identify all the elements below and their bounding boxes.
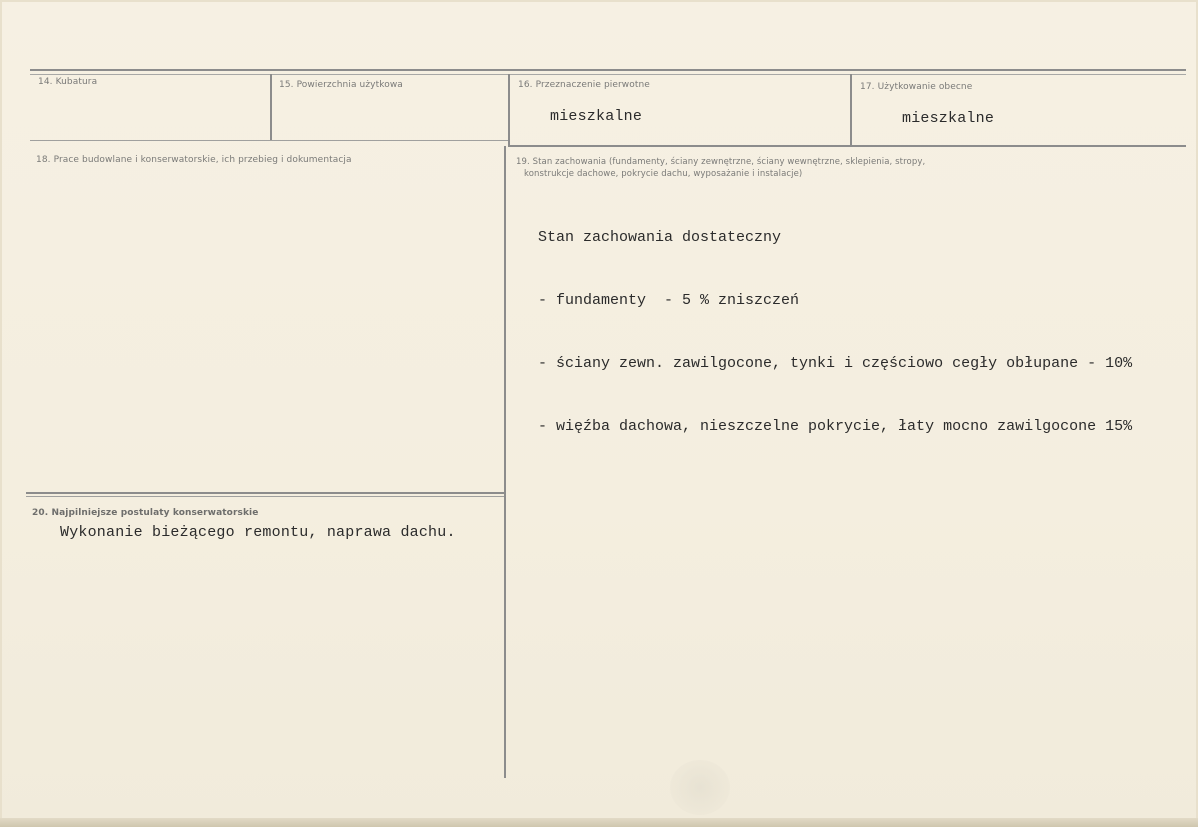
condition-line: - ściany zewn. zawilgocone, tynki i częściowo cegły obłupane - 10%	[538, 355, 1133, 372]
condition-line: Stan zachowania dostateczny	[538, 229, 782, 246]
top-row-bottom-border-right	[508, 145, 1186, 147]
condition-description	[538, 185, 1132, 479]
section-20-top-border-inner	[26, 496, 504, 497]
section-20-top-border	[26, 492, 504, 494]
divider-16-17	[850, 74, 852, 146]
divider-15-16	[508, 74, 510, 146]
condition-line: - fundamenty - 5 % zniszczeń	[538, 292, 800, 309]
construction-works-label: 18. Prace budowlane i konserwatorskie, ich przebieg i dokumentacja	[36, 155, 352, 165]
card-bottom-edge	[0, 818, 1198, 827]
current-use-value: mieszkalne	[902, 110, 995, 127]
paper-smudge	[670, 760, 730, 815]
original-purpose-label: 16. Przeznaczenie pierwotne	[518, 80, 650, 90]
main-column-divider	[504, 146, 506, 778]
usable-area-label: 15. Powierzchnia użytkowa	[279, 80, 403, 90]
kubatura-label: 14. Kubatura	[38, 77, 98, 87]
top-row-top-border-inner	[30, 74, 1186, 75]
condition-label-line2: konstrukcje dachowe, pokrycie dachu, wyposażanie i instalacje)	[524, 169, 803, 179]
top-row-bottom-border	[30, 140, 508, 141]
top-row-top-border	[30, 69, 1186, 71]
divider-14-15	[270, 74, 272, 140]
conservation-postulates-value: Wykonanie bieżącego remontu, naprawa dachu.	[60, 524, 456, 541]
current-use-label: 17. Użytkowanie obecne	[860, 82, 973, 92]
condition-line: - więźba dachowa, nieszczelne pokrycie, łaty mocno zawilgocone 15%	[538, 418, 1133, 435]
conservation-postulates-label: 20. Najpilniejsze postulaty konserwatorskie	[32, 508, 259, 518]
original-purpose-value: mieszkalne	[550, 108, 643, 125]
condition-label-line1: 19. Stan zachowania (fundamenty, ściany zewnętrzne, ściany wewnętrzne, sklepienia, stropy,	[516, 157, 926, 167]
